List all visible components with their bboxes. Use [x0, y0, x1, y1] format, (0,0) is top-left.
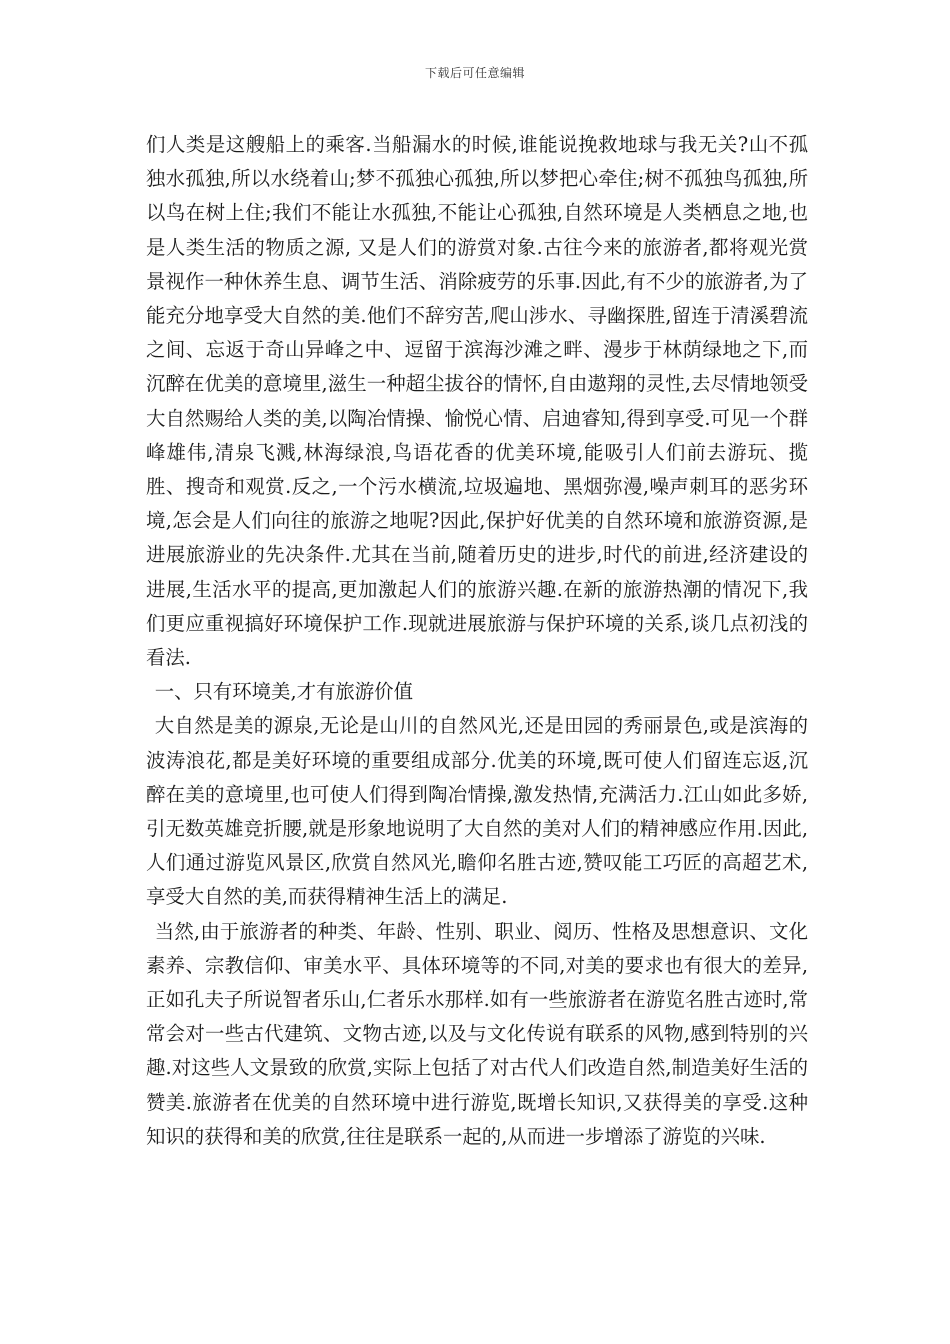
body-paragraph: 当然,由于旅游者的种类、年龄、性别、职业、阅历、性格及思想意识、文化素养、宗教信仰、审美水平、具体环境等的不同,对美的要求也有很大的差异,正如孔夫子所说智者乐山,仁者乐水那样.如有一些旅游者在游览名胜古迹时,常常会对一些古代建筑、文物古迹,以及与文化传说有联系的风物,感到特别的兴趣.对这些人文景致的欣赏,实际上包括了对古代人们改造自然,制造美好生活的赞美.旅游者在优美的自然环境中进行游览,既增长知识,又获得美的享受.这种知识的获得和美的欣赏,往往是联系一起的,从而进一步增添了游览的兴味. — [146, 919, 808, 1148]
body-paragraph: 们人类是这艘船上的乘客.当船漏水的时候,谁能说挽救地球与我无关?山不孤独水孤独,所以水绕着山;梦不孤独心孤独,所以梦把心牵住;树不孤独鸟孤独,所以鸟在树上住;我们不能让水孤独,不能让心孤独,自然环境是人类栖息之地,也是人类生活的物质之源, 又是人们的游赏对象.古往今来的旅游者,都将观光赏景视作一种休养生息、调节生活、消除疲劳的乐事.因此,有不少的旅游者,为了能充分地享受大自然的美.他们不辞穷苦,爬山涉水、寻幽探胜,留连于清溪碧流之间、忘返于奇山异峰之中、逗留于滨海沙滩之畔、漫步于林荫绿地之下,而沉醉在优美的意境里,滋生一种超尘拔谷的情怀,自由遨翔的灵性,去尽情地领受大自然赐给人类的美,以陶冶情操、愉悦心情、启迪睿知,得到享受.可见一个群峰雄伟,清泉飞溅,林海绿浪,鸟语花香的优美环境,能吸引人们前去游玩、揽胜、搜奇和观赏.反之,一个污水横流,垃圾遍地、黑烟弥漫,噪声刺耳的恶劣环境,怎会是人们向往的旅游之地呢?因此,保护好优美的自然环境和旅游资源,是进展旅游业的先决条件.尤其在当前,随着历史的进步,时代的前进,经济建设的进展,生活水平的提高,更加激起人们的旅游兴趣.在新的旅游热潮的情况下,我们更应重视搞好环境保护工作.现就进展旅游与保护环境的关系,谈几点初浅的看法. — [146, 133, 808, 670]
page-header: 下载后可任意编辑 — [424, 66, 525, 80]
section-heading: 一、只有环境美,才有旅游价值 — [154, 680, 413, 704]
document-body — [146, 128, 808, 1154]
body-paragraph: 大自然是美的源泉,无论是山川的自然风光,还是田园的秀丽景色,或是滨海的波涛浪花,都是美好环境的重要组成部分.优美的环境,既可使人们留连忘返,沉醉在美的意境里,也可使人们得到陶冶情操,激发热情,充满活力.江山如此多娇,引无数英雄竞折腰,就是形象地说明了大自然的美对人们的精神感应作用.因此,人们通过游览风景区,欣赏自然风光,瞻仰名胜古迹,赞叹能工巧匠的高超艺术,享受大自然的美,而获得精神生活上的满足. — [146, 714, 808, 909]
